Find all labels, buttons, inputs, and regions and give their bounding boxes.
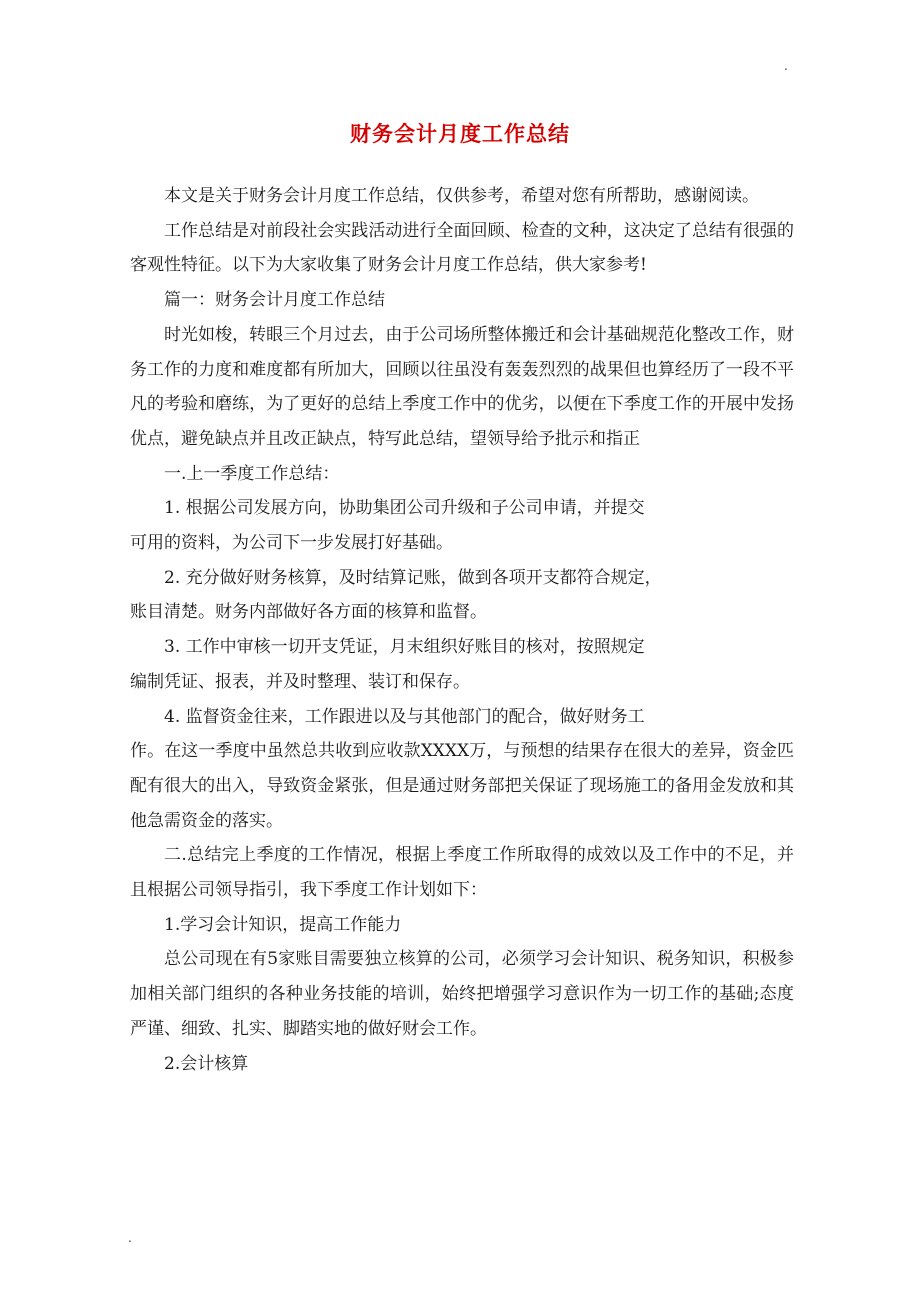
paragraph-summary-definition: 工作总结是对前段社会实践活动进行全面回顾、检查的文种，这决定了总结有很强的客观性特征。以下为大家收集了财务会计月度工作总结，供大家参考! (130, 220, 794, 276)
paragraph-intro: 本文是关于财务会计月度工作总结，仅供参考，希望对您有所帮助，感谢阅读。 (164, 186, 759, 206)
section-heading-last-quarter: 一.上一季度工作总结： (164, 463, 340, 484)
header-mark: . (784, 59, 788, 73)
plan-item-1-heading: 1.学习会计知识，提高工作能力 (164, 914, 402, 935)
section-heading-part-one: 篇一：财务会计月度工作总结 (164, 290, 385, 311)
list-item-4: 4. 监督资金往来，工作跟进以及与其他部门的配合，做好财务工 (164, 706, 645, 727)
plan-item-1-body: 总公司现在有5家账目需要独立核算的公司，必须学习会计知识、税务知识，积极参加相关部门组织的各种业务技能的培训，始终把增强学习意识作为一切工作的基础;态度严谨、细致、扎实、脚踏实地的做好财会工作。 (130, 949, 794, 1039)
paragraph-opening: 时光如梭，转眼三个月过去，由于公司场所整体搬迁和会计基础规范化整改工作，财务工作的力度和难度都有所加大，回顾以往虽没有轰轰烈烈的战果但也算经历了一段不平凡的考验和磨练，为了更好的总结上季度工作中的优劣，以便在下季度工作的开展中发扬优点，避免缺点并且改正缺点，特写此总结，望领导给予批示和指正 (130, 324, 794, 449)
footer-mark: . (128, 1231, 132, 1245)
list-item-3-continued: 编制凭证、报表，并及时整理、装订和保存。 (130, 671, 470, 692)
list-item-4-continued: 作。在这一季度中虽然总共收到应收款XXXX万，与预想的结果存在很大的差异，资金匹配有很大的出入，导致资金紧张，但是通过财务部把关保证了现场施工的备用金发放和其他急需资金的落实。 (130, 741, 794, 831)
plan-item-2-heading: 2.会计核算 (164, 1053, 249, 1074)
list-item-1-continued: 可用的资料，为公司下一步发展打好基础。 (130, 533, 453, 554)
section-heading-next-quarter: 二.总结完上季度的工作情况，根据上季度工作所取得的成效以及工作中的不足，并且根据公司领导指引，我下季度工作计划如下： (130, 845, 794, 901)
document-title: 财务会计月度工作总结 (350, 121, 570, 146)
list-item-2-continued: 账目清楚。财务内部做好各方面的核算和监督。 (130, 602, 487, 623)
document-body (130, 179, 794, 1081)
list-item-2: 2. 充分做好财务核算，及时结算记账，做到各项开支都符合规定， (164, 567, 662, 588)
list-item-1: 1. 根据公司发展方向，协助集团公司升级和子公司申请，并提交 (164, 498, 645, 519)
list-item-3: 3. 工作中审核一切开支凭证，月末组织好账目的核对，按照规定 (164, 637, 645, 658)
